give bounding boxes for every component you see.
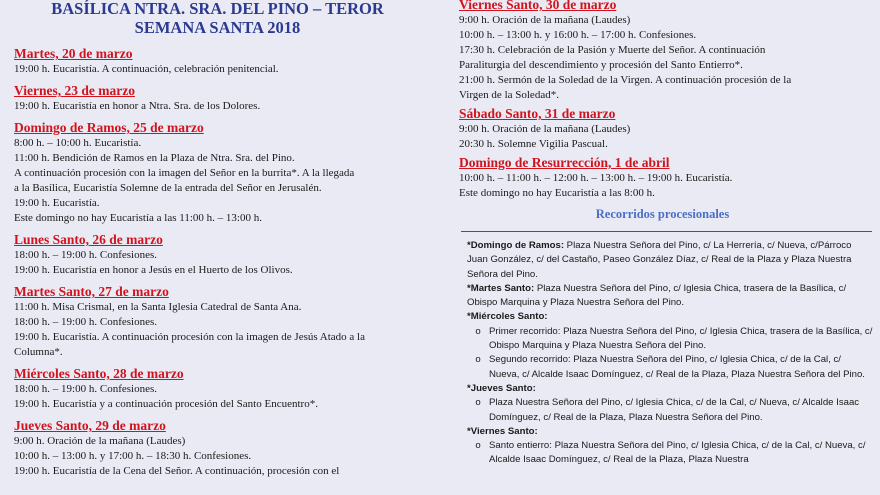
schedule-line: 17:30 h. Celebración de la Pasión y Muerte del Señor. A continuación [459,44,766,56]
day-title-text: Viernes Santo, 30 de marzo [459,0,617,12]
right-column [445,0,880,495]
day-block [14,283,427,360]
bullet-circle-icon: o [475,325,481,337]
schedule-line: A continuación procesión con la imagen del Señor en la burrita*. A la llegada [14,167,355,179]
route-paragraph [467,239,874,282]
routes-divider [461,231,872,232]
bullet-circle-icon: o [475,354,481,366]
route-section [467,425,874,468]
day-block [14,231,427,278]
day-title [459,0,872,13]
day-title [14,417,427,434]
header-title: BASÍLICA NTRA. SRA. DEL PINO – TEROR [51,0,384,18]
day-block [14,119,427,226]
schedule-line: 9:00 h. Oración de la mañana (Laudes) [459,123,631,135]
route-item-text: Segundo recorrido: Plaza Nuestra Señora del Pino, c/ Iglesia Chica, c/ de la Cal, c/ Nueva, c/ Alcalde Isaac Domínguez, c/ Real de la Plaza, Plaza Nuestra Señora del Pino. [489,354,865,380]
route-label: *Viernes Santo: [467,425,538,437]
document-header [0,0,435,37]
day-block [14,82,427,114]
schedule-line: 19:00 h. Eucaristía. [14,197,100,209]
schedule-line: 10:00 h. – 13:00 h. y 17:00 h. – 18:30 h. Confesiones. [14,450,252,462]
day-block [459,154,872,201]
route-item-text: Santo entierro: Plaza Nuestra Señora del Pino, c/ Iglesia Chica, c/ de la Cal, c/ Nueva, c/ Alcalde Isaac Domínguez, c/ Real de la Plaza, Plaza Nuestra [489,440,866,466]
route-paragraph [467,310,874,324]
schedule-line: 19:00 h. Eucaristía y a continuación procesión del Santo Encuentro*. [14,398,318,410]
schedule-line: Paraliturgia del descendimiento y procesión del Santo Entierro*. [459,59,743,71]
schedule-line: 19:00 h. Eucaristía. A continuación, celebración penitencial. [14,63,279,75]
schedule-line: 11:00 h. Misa Crismal, en la Santa Iglesia Catedral de Santa Ana. [14,301,302,313]
schedule-line: 21:00 h. Sermón de la Soledad de la Virgen. A continuación procesión de la [459,74,792,86]
route-item-text: Primer recorrido: Plaza Nuestra Señora del Pino, c/ Iglesia Chica, trasera de la Basílica, c/ Obispo Marquina y Plaza Nuestra Señora del Pino. [489,325,873,352]
route-section [467,382,874,425]
bullet-circle-icon: o [475,440,481,452]
schedule-line: a la Basílica, Eucaristía Solemne de la entrada del Señor en Jerusalén. [14,182,322,194]
day-title [459,105,872,122]
schedule-line: 19:00 h. Eucaristía en honor a Ntra. Sra. de los Dolores. [14,100,261,112]
schedule-line: 18:00 h. – 19:00 h. Confesiones. [14,383,157,395]
schedule-line: Este domingo no hay Eucaristía a las 8:00 h. [459,187,655,199]
schedule-line: Virgen de la Soledad*. [459,89,559,101]
schedule-line: 9:00 h. Oración de la mañana (Laudes) [459,14,631,26]
day-title [14,82,427,99]
route-section [467,282,874,311]
day-title-text: Jueves Santo, 29 de marzo [14,418,166,433]
day-title [14,231,427,248]
route-label: *Jueves Santo: [467,382,536,394]
day-title-text: Sábado Santo, 31 de marzo [459,106,616,121]
schedule-line: 11:00 h. Bendición de Ramos en la Plaza de Ntra. Sra. del Pino. [14,152,295,164]
route-label: *Domingo de Ramos: [467,240,565,251]
route-paragraph [467,282,874,311]
routes-title: Recorridos procesionales [595,207,730,221]
day-block [14,365,427,412]
day-title [14,119,427,136]
day-title-text: Lunes Santo, 26 de marzo [14,232,163,247]
schedule-line: 18:00 h. – 19:00 h. Confesiones. [14,316,157,328]
schedule-line: 18:00 h. – 19:00 h. Confesiones. [14,249,157,261]
day-title [14,365,427,382]
day-title-text: Miércoles Santo, 28 de marzo [14,366,184,381]
header-subtitle: SEMANA SANTA 2018 [134,18,301,37]
route-paragraph [467,425,874,439]
day-block [14,45,427,77]
route-section [467,310,874,381]
route-label: *Miércoles Santo: [467,311,548,323]
route-text: Plaza Nuestra Señora del Pino, c/ Iglesia Chica, trasera de la Basílica, c/ Obispo Marquina y Plaza Nuestra Señora del Pino. [467,282,847,309]
bullet-circle-icon: o [475,397,481,409]
schedule-line: 19:00 h. Eucaristía en honor a Jesús en el Huerto de los Olivos. [14,264,293,276]
schedule-line: Columna*. [14,346,63,358]
routes-list [467,239,874,468]
route-item [467,325,874,354]
day-title [14,283,427,300]
left-column [0,0,435,495]
route-label: *Martes Santo: [467,282,535,294]
day-title [459,154,872,171]
schedule-line: 10:00 h. – 13:00 h. y 16:00 h. – 17:00 h. Confesiones. [459,29,697,41]
left-schedule [0,45,435,479]
schedule-line: 9:00 h. Oración de la mañana (Laudes) [14,435,186,447]
schedule-line: 8:00 h. – 10:00 h. Eucaristía. [14,137,142,149]
route-paragraph [467,382,874,396]
day-block [459,0,872,103]
route-text: Plaza Nuestra Señora del Pino, c/ La Herrería, c/ Nueva, c/Párroco Juan González, c/ del Castaño, Paseo González Díaz, c/ Real de la Plaza y Plaza Nuestra Señora del Pino. [467,240,852,280]
schedule-line: 19:00 h. Eucaristía. A continuación procesión con la imagen de Jesús Atado a la [14,331,365,343]
route-item [467,396,874,425]
schedule-line: Este domingo no hay Eucaristía a las 11:00 h. – 13:00 h. [14,212,262,224]
day-title-text: Viernes, 23 de marzo [14,83,135,98]
day-title-text: Martes Santo, 27 de marzo [14,284,169,299]
route-item [467,439,874,468]
day-block [14,417,427,479]
schedule-line: 20:30 h. Solemne Vigilia Pascual. [459,138,608,150]
route-item-text: Plaza Nuestra Señora del Pino, c/ Iglesia Chica, c/ de la Cal, c/ Nueva, c/ Alcalde Isaac Domínguez, c/ Real de la Plaza, Plaza Nuestra Señora del Pino. [489,397,860,423]
day-title-text: Domingo de Resurrección, 1 de abril [459,155,670,170]
day-title-text: Martes, 20 de marzo [14,46,133,61]
schedule-line: 10:00 h. – 11:00 h. – 12:00 h. – 13:00 h. – 19:00 h. Eucaristía. [459,172,733,184]
right-schedule [445,0,880,201]
route-item [467,353,874,382]
day-block [459,105,872,152]
schedule-line: 19:00 h. Eucaristía de la Cena del Señor. A continuación, procesión con el [14,465,340,477]
day-title-text: Domingo de Ramos, 25 de marzo [14,120,204,135]
route-section [467,239,874,282]
day-title [14,45,427,62]
